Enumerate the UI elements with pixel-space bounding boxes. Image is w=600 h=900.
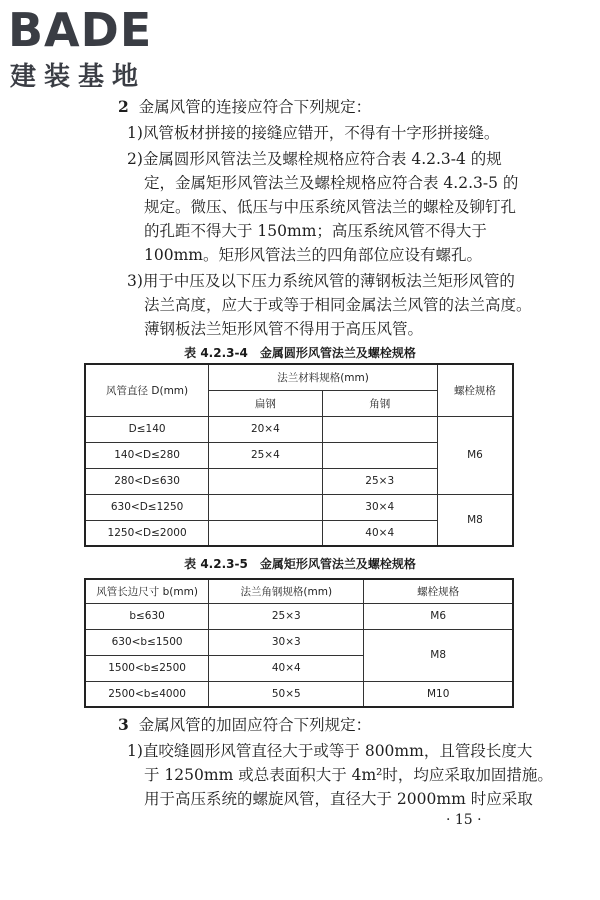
diameter-cell: D≤140 xyxy=(85,416,209,442)
logo-subtitle: 建装基地 xyxy=(10,62,147,92)
section-2-item-2-line-3: 规定。微压、低压与中压系统风管法兰的螺栓及铆钉孔 xyxy=(144,198,517,216)
angle-steel-cell: 50×5 xyxy=(209,681,364,707)
bolt-cell: M8 xyxy=(437,494,513,546)
diameter-cell: 280<D≤630 xyxy=(85,468,209,494)
section-2-item-2-line-1: 2)金属圆形风管法兰及螺栓规格应符合表 4.2.3-4 的规 xyxy=(127,150,502,168)
flat-steel-cell xyxy=(209,494,322,520)
long-side-cell: 630<b≤1500 xyxy=(85,629,209,655)
table-row xyxy=(85,681,513,707)
header-duct-long-side: 风管长边尺寸 b(mm) xyxy=(85,579,209,603)
bolt-cell: M6 xyxy=(364,603,513,629)
table-2-caption: 表 4.2.3-5 金属矩形风管法兰及螺栓规格 xyxy=(184,557,416,571)
page-number: · 15 · xyxy=(446,812,482,828)
long-side-cell: b≤630 xyxy=(85,603,209,629)
angle-steel-cell: 25×3 xyxy=(322,468,437,494)
flat-steel-cell xyxy=(209,468,322,494)
section-2-heading xyxy=(118,98,371,116)
table-row xyxy=(85,416,513,442)
header-angle-steel: 角钢 xyxy=(322,390,437,416)
flat-steel-cell: 20×4 xyxy=(209,416,322,442)
table-1-caption: 表 4.2.3-4 金属圆形风管法兰及螺栓规格 xyxy=(184,346,416,360)
header-flange-material: 法兰材料规格(mm) xyxy=(209,364,438,390)
table-row xyxy=(85,494,513,520)
section-2-item-3-line-2: 法兰高度，应大于或等于相同金属法兰风管的法兰高度。 xyxy=(144,296,532,314)
diameter-cell: 1250<D≤2000 xyxy=(85,520,209,546)
angle-steel-cell: 40×4 xyxy=(209,655,364,681)
section-3-number: 3 xyxy=(118,715,129,734)
section-2-number: 2 xyxy=(118,97,129,116)
section-3-item-1-line-3: 用于高压系统的螺旋风管，直径大于 2000mm 时应采取 xyxy=(144,790,533,808)
diameter-cell: 140<D≤280 xyxy=(85,442,209,468)
bolt-cell: M6 xyxy=(437,416,513,494)
bade-logo xyxy=(8,4,178,94)
flat-steel-cell: 25×4 xyxy=(209,442,322,468)
flat-steel-cell xyxy=(209,520,322,546)
section-2-item-3-line-3: 薄钢板法兰矩形风管不得用于高压风管。 xyxy=(144,320,424,338)
section-2-item-3-line-1: 3)用于中压及以下压力系统风管的薄钢板法兰矩形风管的 xyxy=(127,272,515,290)
header-bolt-spec: 螺栓规格 xyxy=(364,579,513,603)
header-bolt-spec: 螺栓规格 xyxy=(437,364,513,416)
header-duct-diameter: 风管直径 D(mm) xyxy=(85,364,209,416)
section-2-item-2-line-4: 的孔距不得大于 150mm；高压系统风管不得大于 xyxy=(144,222,487,240)
long-side-cell: 2500<b≤4000 xyxy=(85,681,209,707)
section-3-heading-text: 金属风管的加固应符合下列规定： xyxy=(138,716,372,734)
table-row xyxy=(85,629,513,655)
section-2-item-2-line-5: 100mm。矩形风管法兰的四角部位应设有螺孔。 xyxy=(144,246,482,264)
angle-steel-cell: 40×4 xyxy=(322,520,437,546)
section-3-item-1-line-1: 1)直咬缝圆形风管直径大于或等于 800mm，且管段长度大 xyxy=(127,742,533,760)
section-3-heading xyxy=(118,716,371,734)
angle-steel-cell xyxy=(322,416,437,442)
angle-steel-cell: 30×3 xyxy=(209,629,364,655)
bolt-cell: M8 xyxy=(364,629,513,681)
long-side-cell: 1500<b≤2500 xyxy=(85,655,209,681)
table-row xyxy=(85,603,513,629)
angle-steel-cell xyxy=(322,442,437,468)
header-flat-steel: 扁钢 xyxy=(209,390,322,416)
diameter-cell: 630<D≤1250 xyxy=(85,494,209,520)
section-2-item-2-line-2: 定，金属矩形风管法兰及螺栓规格应符合表 4.2.3-5 的 xyxy=(144,174,519,192)
header-flange-angle-steel: 法兰角钢规格(mm) xyxy=(209,579,364,603)
section-3-item-1-line-2: 于 1250mm 或总表面积大于 4m²时，均应采取加固措施。 xyxy=(144,766,553,784)
section-2-item-1: 1)风管板材拼接的接缝应错开，不得有十字形拼接缝。 xyxy=(127,124,500,142)
bolt-cell: M10 xyxy=(364,681,513,707)
round-duct-flange-table xyxy=(84,363,514,547)
section-2-heading-text: 金属风管的连接应符合下列规定： xyxy=(138,98,372,116)
angle-steel-cell: 30×4 xyxy=(322,494,437,520)
logo-wordmark: BADE xyxy=(8,3,153,57)
rect-duct-flange-table xyxy=(84,578,514,708)
angle-steel-cell: 25×3 xyxy=(209,603,364,629)
